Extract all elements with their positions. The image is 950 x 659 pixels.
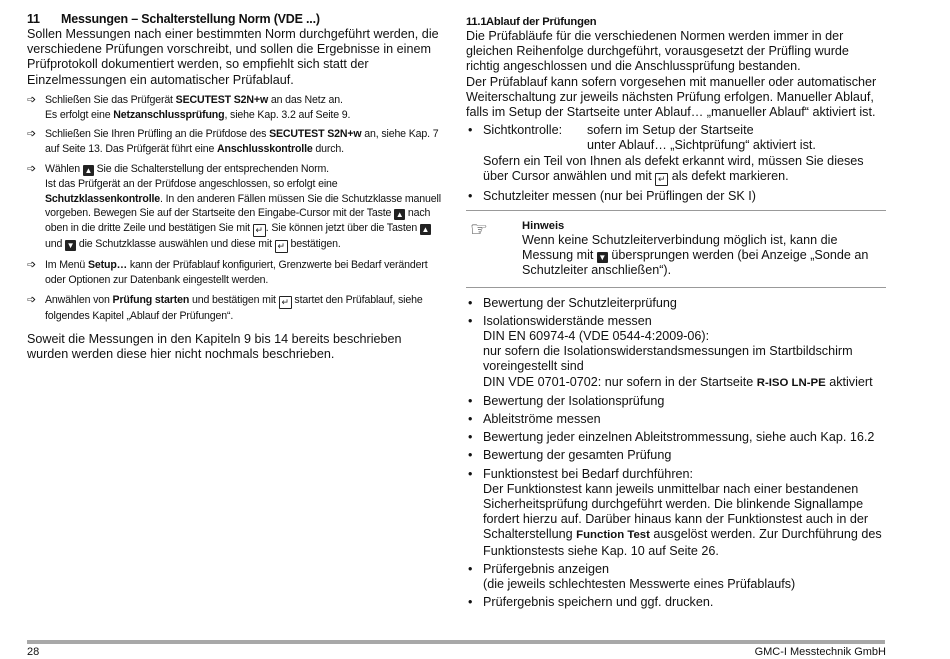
step-setup-menu — [27, 258, 445, 288]
item-keyword: R-ISO LN-PE — [756, 376, 826, 389]
list-item — [466, 123, 886, 186]
step-text: Anwählen von — [45, 293, 113, 306]
step-text: startet den Prüfablauf, siehe folgendes Kapitel „Ablauf der Prüfungen“. — [45, 293, 423, 322]
bullet-icon: • — [468, 430, 473, 445]
menu-name: Prüfung starten — [112, 293, 190, 306]
step-text: bestätigen. — [287, 238, 341, 251]
step-text: die Schutzklasse auswählen und diese mit — [76, 238, 275, 251]
step-select-standard — [27, 162, 445, 253]
item-text: Sofern ein Teil von Ihnen als defekt erkannt wird, müssen Sie dieses über Cursor anwählen und mit — [483, 153, 864, 183]
list-item — [466, 394, 886, 409]
item-label: Sichtkontrolle: — [483, 123, 563, 138]
step-text: . In den anderen Fällen müssen Sie die Schutzklasse manuell vorgeben. Bewegen Sie auf der Startseite den Eingabe-Cursor mit der Taste — [45, 192, 441, 220]
bullet-icon: • — [468, 466, 473, 481]
hint-text: übersprungen werden (bei Anzeige „Sonde an Schutzleiter anschließen“). — [522, 248, 869, 278]
paragraph: Die Prüfabläufe für die verschiedenen Normen werden immer in der gleichen Reihenfolge durchgeführt, vorausgesetzt der Prüfling wurde richtig angeschlossen und die Anschlussprüfung bestanden. — [466, 29, 849, 74]
enter-key-icon: ↵ — [275, 240, 288, 253]
up-key-icon: ▲ — [84, 166, 93, 175]
step-text: , siehe Kap. 3.2 auf Seite 9. — [224, 108, 351, 121]
step-connect-dut — [27, 127, 445, 157]
enter-key-icon: ↵ — [655, 173, 668, 186]
enter-key-icon: ↵ — [253, 224, 266, 237]
bullet-icon: • — [468, 123, 473, 138]
outro-paragraph: Soweit die Messungen in den Kapiteln 9 bis 14 bereits beschrieben wurden werden diese hier nicht nochmals beschrieben. — [27, 331, 402, 361]
device-name: SECUTEST S2N+w — [269, 128, 362, 141]
step-text: nach oben in die dritte Zeile und bestätigen Sie mit — [45, 207, 431, 235]
list-item — [466, 430, 886, 445]
subsection-number: 11.1 — [466, 16, 487, 28]
step-text: und — [45, 238, 66, 251]
step-text: Wählen — [45, 163, 83, 175]
page-number: 28 — [27, 646, 40, 658]
arrow-right-icon: ➩ — [27, 93, 37, 106]
step-connect-mains — [27, 93, 445, 123]
step-keyword: Netzanschlussprüfung — [113, 108, 225, 121]
arrow-right-icon: ➩ — [27, 128, 37, 141]
bullet-icon: • — [468, 595, 473, 610]
step-start-test — [27, 293, 445, 324]
hint-box — [466, 210, 886, 288]
step-text: . Sie können jetzt über die Tasten — [265, 222, 420, 235]
down-key-icon: ▼ — [66, 241, 75, 251]
item-text: Prüfergebnis speichern und ggf. drucken. — [483, 595, 714, 610]
step-text: Im Menü — [45, 259, 88, 272]
step-text: an, siehe Kap. 7 auf Seite 13. Das Prüfgerät führt eine — [45, 128, 439, 156]
step-keyword: Anschlusskontrolle — [217, 143, 313, 156]
item-text: als defekt markieren. — [668, 168, 789, 183]
item-text: ausgelöst werden. Zur Durchführung des Funktionstests siehe Kap. 10 auf Seite 26. — [483, 527, 882, 558]
bullet-icon: • — [468, 295, 473, 310]
up-key-icon: ▲ — [395, 210, 404, 220]
step-keyword: Schutzklassenkontrolle — [45, 192, 161, 205]
item-text: Bewertung der Isolationsprüfung — [483, 393, 665, 408]
down-key-icon: ▼ — [598, 253, 607, 263]
section-number: 11 — [27, 12, 40, 26]
item-text: aktiviert — [825, 374, 873, 389]
step-text: kann der Prüfablauf konfiguriert, Grenzwerte bei Bedarf verändert oder Optionen zur Datenbank eingestellt werden. — [45, 259, 428, 286]
item-text: Bewertung jeder einzelnen Ableitstrommessung, siehe auch Kap. 16.2 — [483, 430, 875, 445]
step-text: an das Netz an. — [268, 93, 343, 106]
bullet-icon: • — [468, 393, 473, 408]
arrow-right-icon: ➩ — [27, 259, 37, 272]
step-text: Sie die Schalterstellung der entsprechenden Norm. — [93, 163, 329, 175]
item-keyword: Function Test — [576, 529, 650, 542]
item-text: Ableitströme messen — [483, 412, 601, 427]
arrow-right-icon: ➩ — [27, 163, 37, 175]
list-item — [466, 448, 886, 463]
item-text: Schutzleiter messen (nur bei Prüflingen der SK I) — [483, 188, 756, 203]
item-text: Funktionstest bei Bedarf durchführen: — [483, 466, 694, 481]
section-title: Messungen – Schalterstellung Norm (VDE ...) — [61, 12, 320, 26]
item-text: Isolationswiderstände messen — [483, 313, 652, 328]
enter-key-icon: ↵ — [279, 296, 292, 309]
subsection-heading — [466, 15, 886, 29]
right-column — [466, 12, 886, 611]
section-heading — [27, 12, 445, 27]
pointing-hand-icon: ☞ — [470, 219, 488, 242]
footer-rule — [27, 640, 885, 644]
list-item — [466, 296, 886, 311]
step-text: Ist das Prüfgerät an der Prüfdose angeschlossen, so erfolgt eine — [45, 177, 338, 190]
list-item — [466, 595, 886, 610]
item-text: unter Ablauf… „Sichtprüfung“ aktiviert ist. — [587, 138, 816, 153]
subsection-title: Ablauf der Prüfungen — [486, 16, 597, 28]
item-text: Prüfergebnis anzeigen — [483, 561, 610, 576]
publisher-name: GMC-I Messtechnik GmbH — [754, 646, 886, 658]
item-text: sofern im Setup der Startseite — [587, 123, 754, 138]
list-item — [466, 189, 886, 204]
device-name: SECUTEST S2N+w — [175, 93, 269, 106]
up-key-icon: ▲ — [421, 225, 430, 235]
step-text: und bestätigen mit — [189, 293, 279, 306]
hint-body — [522, 233, 886, 279]
hint-title: Hinweis — [522, 220, 565, 233]
menu-name: Setup… — [87, 259, 128, 272]
intro-paragraph: Sollen Messungen nach einer bestimmten Norm durchgeführt werden, die verschiedene Prüfungen vorschreibt, und sollen die Ergebnisse in einem Prüfprotokoll dokumentiert werden, so empfiehlt sich statt der Einzelmessungen ein automatischer Prüfablauf. — [27, 27, 439, 87]
bullet-icon: • — [468, 313, 473, 328]
bullet-icon: • — [468, 448, 473, 463]
list-item — [466, 562, 886, 592]
item-text: (die jeweils schlechtesten Messwerte eines Prüfablaufs) — [483, 577, 796, 592]
list-item — [466, 314, 886, 391]
bullet-icon: • — [468, 412, 473, 427]
item-text: Bewertung der gesamten Prüfung — [483, 448, 672, 463]
bullet-icon: • — [468, 561, 473, 576]
bullet-icon: • — [468, 188, 473, 203]
hint-text: Wenn keine Schutzleiterverbindung möglich ist, kann die Messung mit — [522, 233, 838, 263]
step-text: Schließen Sie Ihren Prüfling an die Prüfdose des — [45, 128, 270, 141]
item-text: Bewertung der Schutzleiterprüfung — [483, 295, 677, 310]
left-column — [27, 12, 445, 362]
step-text: Es erfolgt eine — [45, 108, 114, 121]
item-text: DIN VDE 0701-0702: nur sofern in der Startseite — [483, 374, 757, 389]
step-text: durch. — [312, 143, 344, 156]
item-text: Der Funktionstest kann jeweils unmittelbar nach einer bestandenen Sicherheitsprüfung durchgeführt werden. Die blinkende Signallampe fordert hierzu auf. Darüber hinaus kann der Funktionstest auch in der Schalterstellung — [483, 481, 869, 542]
item-text: DIN EN 60974-4 (VDE 0544-4:2009-06): — [483, 329, 710, 344]
item-text: nur sofern die Isolationswiderstandsmessungen im Startbildschirm voreingestellt sind — [483, 344, 853, 374]
step-text: Schließen Sie das Prüfgerät — [45, 93, 176, 106]
arrow-right-icon: ➩ — [27, 293, 37, 306]
list-item — [466, 412, 886, 427]
paragraph: Der Prüfablauf kann sofern vorgesehen mit manueller oder automatischer Weiterschaltung zur jeweils nächsten Prüfung erfolgen. Manueller Ablauf, falls im Setup der Startseite unter Ablauf… „manueller Ablauf“ aktiviert ist. — [466, 74, 877, 120]
list-item — [466, 467, 886, 559]
